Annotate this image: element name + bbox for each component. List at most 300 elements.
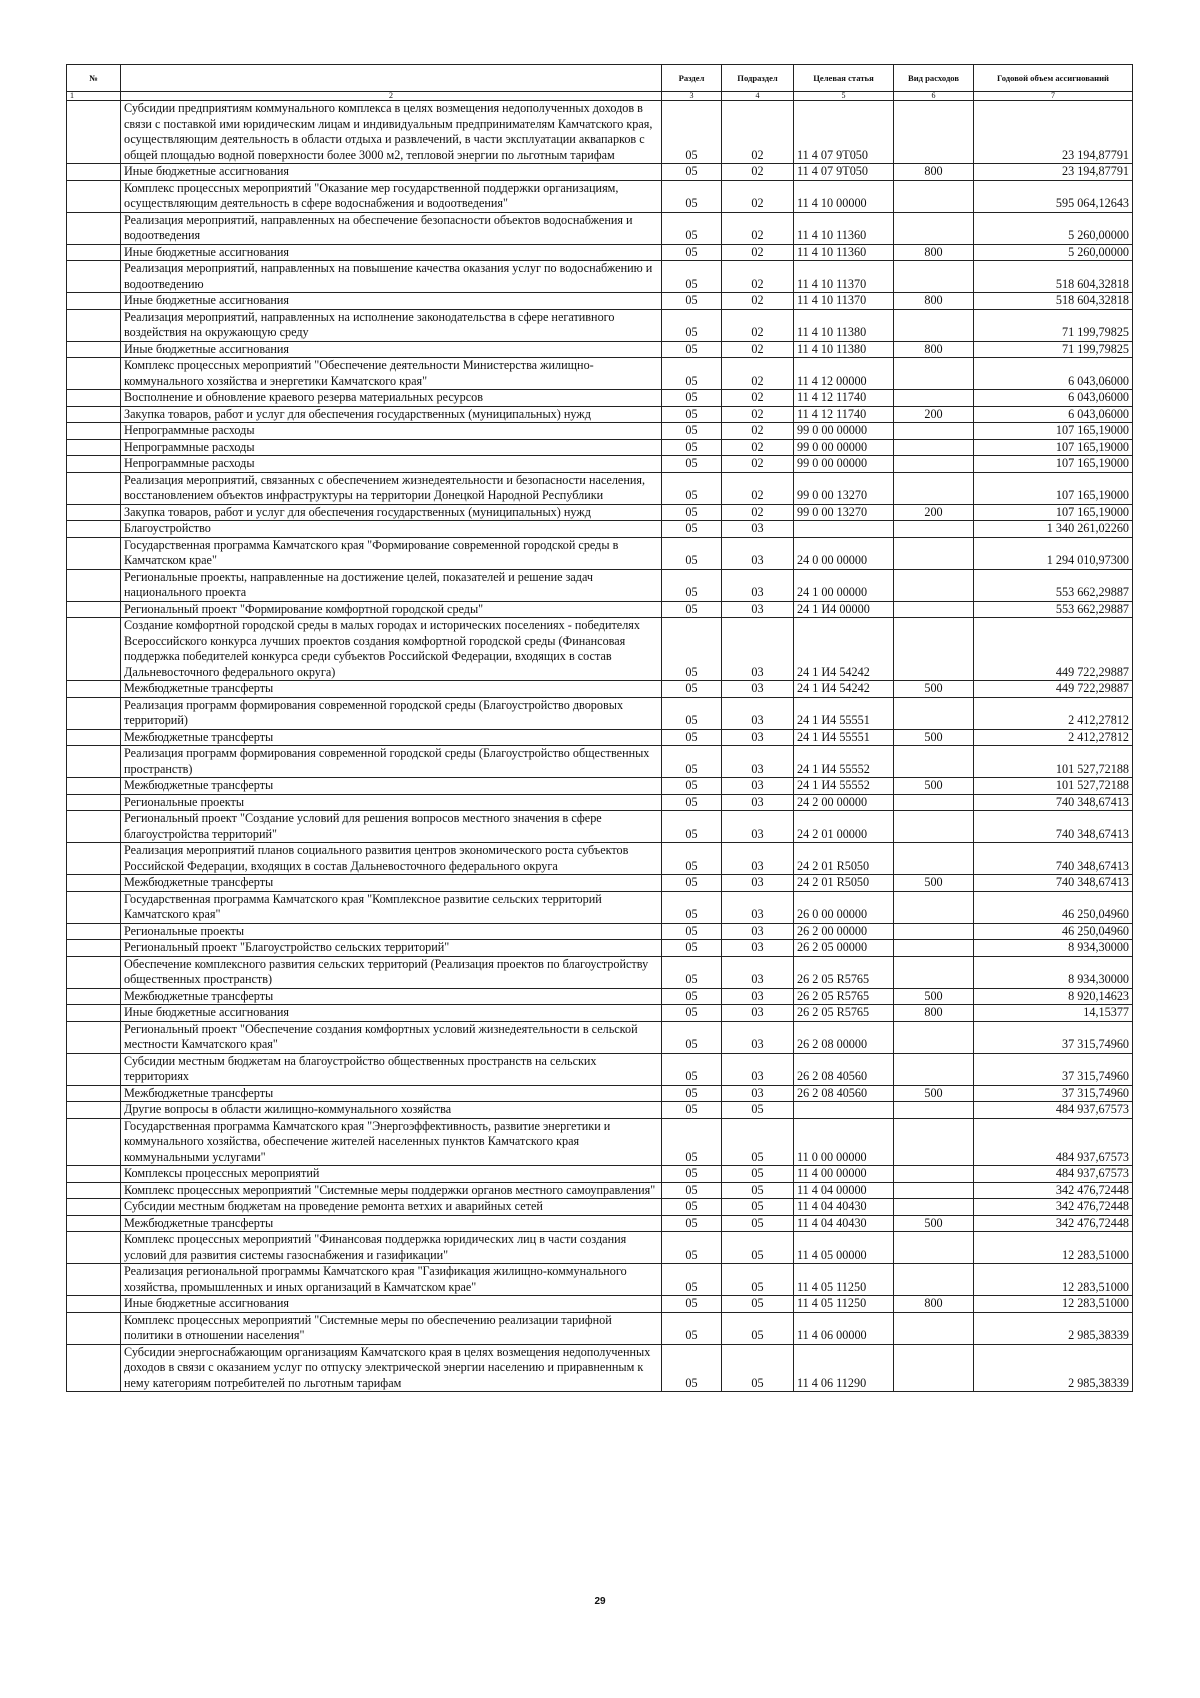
row-name-cell: Иные бюджетные ассигнования — [121, 293, 662, 310]
row-num-cell — [67, 1312, 121, 1344]
header-number-1: 1 — [67, 92, 121, 101]
row-subsection-cell: 03 — [722, 988, 794, 1005]
row-num-cell — [67, 423, 121, 440]
row-name-cell: Иные бюджетные ассигнования — [121, 244, 662, 261]
row-type-cell — [894, 601, 974, 618]
row-type-cell — [894, 794, 974, 811]
row-type-cell: 800 — [894, 1005, 974, 1022]
row-amount-cell: 342 476,72448 — [974, 1199, 1133, 1216]
row-type-cell — [894, 439, 974, 456]
row-target-cell: 11 4 07 9Т050 — [794, 164, 894, 181]
row-section-cell: 05 — [662, 746, 722, 778]
table-row — [67, 472, 1133, 504]
row-subsection-cell: 02 — [722, 309, 794, 341]
table-row — [67, 439, 1133, 456]
row-name-cell: Государственная программа Камчатского края "Формирование современной городской среды в Камчатском крае" — [121, 537, 662, 569]
row-section-cell: 05 — [662, 1199, 722, 1216]
row-section-cell: 05 — [662, 537, 722, 569]
row-target-cell: 11 4 04 00000 — [794, 1182, 894, 1199]
row-name-cell: Региональный проект "Благоустройство сельских территорий" — [121, 940, 662, 957]
row-amount-cell: 101 527,72188 — [974, 746, 1133, 778]
row-num-cell — [67, 923, 121, 940]
row-type-cell: 500 — [894, 681, 974, 698]
row-subsection-cell: 02 — [722, 261, 794, 293]
row-num-cell — [67, 406, 121, 423]
row-type-cell — [894, 923, 974, 940]
row-amount-cell: 518 604,32818 — [974, 293, 1133, 310]
row-target-cell: 11 4 10 00000 — [794, 180, 894, 212]
row-type-cell — [894, 697, 974, 729]
row-num-cell — [67, 618, 121, 681]
row-amount-cell: 46 250,04960 — [974, 923, 1133, 940]
row-target-cell: 11 4 05 11250 — [794, 1296, 894, 1313]
row-section-cell: 05 — [662, 891, 722, 923]
header-number-4: 4 — [722, 92, 794, 101]
row-section-cell: 05 — [662, 875, 722, 892]
row-target-cell: 24 1 И4 55551 — [794, 697, 894, 729]
row-subsection-cell: 03 — [722, 746, 794, 778]
row-name-cell: Закупка товаров, работ и услуг для обеспечения государственных (муниципальных) нужд — [121, 504, 662, 521]
row-amount-cell: 2 412,27812 — [974, 697, 1133, 729]
row-amount-cell: 553 662,29887 — [974, 569, 1133, 601]
row-target-cell: 24 0 00 00000 — [794, 537, 894, 569]
row-name-cell: Региональные проекты, направленные на достижение целей, показателей и решение задач национального проекта — [121, 569, 662, 601]
row-num-cell — [67, 843, 121, 875]
row-num-cell — [67, 1232, 121, 1264]
row-section-cell: 05 — [662, 439, 722, 456]
row-amount-cell: 484 937,67573 — [974, 1102, 1133, 1119]
row-section-cell: 05 — [662, 101, 722, 164]
row-amount-cell: 71 199,79825 — [974, 341, 1133, 358]
row-subsection-cell: 02 — [722, 439, 794, 456]
row-section-cell: 05 — [662, 423, 722, 440]
row-amount-cell: 37 315,74960 — [974, 1053, 1133, 1085]
table-row — [67, 1215, 1133, 1232]
row-subsection-cell: 02 — [722, 456, 794, 473]
row-type-cell — [894, 261, 974, 293]
header-num: № — [67, 65, 121, 92]
row-section-cell: 05 — [662, 569, 722, 601]
row-num-cell — [67, 988, 121, 1005]
row-name-cell: Комплексы процессных мероприятий — [121, 1166, 662, 1183]
row-name-cell: Региональный проект "Обеспечение создания комфортных условий жизнедеятельности в сельской местности Камчатского края" — [121, 1021, 662, 1053]
row-amount-cell: 1 340 261,02260 — [974, 521, 1133, 538]
budget-allocations-table — [66, 64, 1133, 1392]
table-row — [67, 456, 1133, 473]
row-amount-cell: 740 348,67413 — [974, 811, 1133, 843]
row-amount-cell: 46 250,04960 — [974, 891, 1133, 923]
row-target-cell: 11 4 00 00000 — [794, 1166, 894, 1183]
table-row — [67, 618, 1133, 681]
header-number-2: 2 — [121, 92, 662, 101]
row-num-cell — [67, 1296, 121, 1313]
row-num-cell — [67, 1021, 121, 1053]
row-target-cell: 24 1 И4 55551 — [794, 729, 894, 746]
row-section-cell: 05 — [662, 1215, 722, 1232]
row-subsection-cell: 02 — [722, 212, 794, 244]
row-name-cell: Комплекс процессных мероприятий "Оказание мер государственной поддержки организациям, осуществляющим деятельность в сфере водоснабжения и водоотведения" — [121, 180, 662, 212]
header-number-5: 5 — [794, 92, 894, 101]
table-row — [67, 956, 1133, 988]
row-subsection-cell: 05 — [722, 1215, 794, 1232]
row-subsection-cell: 02 — [722, 341, 794, 358]
header-name — [121, 65, 662, 92]
row-section-cell: 05 — [662, 456, 722, 473]
row-target-cell: 24 1 00 00000 — [794, 569, 894, 601]
row-subsection-cell: 05 — [722, 1102, 794, 1119]
row-type-cell — [894, 746, 974, 778]
row-subsection-cell: 03 — [722, 681, 794, 698]
row-amount-cell: 12 283,51000 — [974, 1232, 1133, 1264]
row-type-cell — [894, 956, 974, 988]
table-row — [67, 697, 1133, 729]
row-name-cell: Иные бюджетные ассигнования — [121, 341, 662, 358]
row-section-cell: 05 — [662, 293, 722, 310]
row-target-cell: 24 2 01 R5050 — [794, 843, 894, 875]
row-type-cell — [894, 1021, 974, 1053]
row-name-cell: Обеспечение комплексного развития сельских территорий (Реализация проектов по благоустройству общественных пространств) — [121, 956, 662, 988]
row-num-cell — [67, 940, 121, 957]
row-name-cell: Восполнение и обновление краевого резерва материальных ресурсов — [121, 390, 662, 407]
table-row — [67, 601, 1133, 618]
row-name-cell: Межбюджетные трансферты — [121, 988, 662, 1005]
row-amount-cell: 5 260,00000 — [974, 244, 1133, 261]
row-name-cell: Создание комфортной городской среды в малых городах и исторических поселениях - победителях Всероссийского конкурса лучших проектов создания комфортной городской среды (Финансовая поддержка победителей конкурса среди субъектов Российской Федерации, входящих в состав Дальневосточного федерального округа) — [121, 618, 662, 681]
table-row — [67, 1021, 1133, 1053]
row-subsection-cell: 03 — [722, 569, 794, 601]
row-section-cell: 05 — [662, 1005, 722, 1022]
row-num-cell — [67, 439, 121, 456]
row-name-cell: Реализация программ формирования современной городской среды (Благоустройство общественных пространств) — [121, 746, 662, 778]
row-amount-cell: 71 199,79825 — [974, 309, 1133, 341]
table-row — [67, 244, 1133, 261]
row-amount-cell: 107 165,19000 — [974, 456, 1133, 473]
table-row — [67, 1232, 1133, 1264]
table-header — [67, 65, 1133, 101]
row-subsection-cell: 03 — [722, 697, 794, 729]
row-target-cell: 26 2 05 R5765 — [794, 988, 894, 1005]
row-type-cell — [894, 472, 974, 504]
row-amount-cell: 107 165,19000 — [974, 439, 1133, 456]
row-num-cell — [67, 778, 121, 795]
row-target-cell: 26 2 05 00000 — [794, 940, 894, 957]
header-number-3: 3 — [662, 92, 722, 101]
header-section: Раздел — [662, 65, 722, 92]
row-type-cell: 800 — [894, 1296, 974, 1313]
row-num-cell — [67, 1118, 121, 1166]
row-name-cell: Реализация мероприятий, направленных на повышение качества оказания услуг по водоснабжению и водоотведению — [121, 261, 662, 293]
page-number: 29 — [594, 1596, 606, 1607]
row-name-cell: Субсидии предприятиям коммунального комплекса в целях возмещения недополученных доходов в связи с поставкой ими юридическим лицам и индивидуальным предпринимателям Камчатского края, осуществляющим деятельность в области отдыха и развлечений, в части эксплуатации аквапарков с общей площадью водной поверхности более 3000 м2, тепловой энергии по льготным тарифам — [121, 101, 662, 164]
row-subsection-cell: 03 — [722, 794, 794, 811]
row-section-cell: 05 — [662, 1182, 722, 1199]
table-row — [67, 1312, 1133, 1344]
table-row — [67, 1102, 1133, 1119]
table-row — [67, 1182, 1133, 1199]
row-subsection-cell: 02 — [722, 472, 794, 504]
row-amount-cell: 101 527,72188 — [974, 778, 1133, 795]
row-section-cell: 05 — [662, 472, 722, 504]
header-subsection: Подраздел — [722, 65, 794, 92]
row-target-cell: 11 4 10 11360 — [794, 212, 894, 244]
row-section-cell: 05 — [662, 309, 722, 341]
row-section-cell: 05 — [662, 811, 722, 843]
row-section-cell: 05 — [662, 212, 722, 244]
row-section-cell: 05 — [662, 504, 722, 521]
row-type-cell — [894, 1053, 974, 1085]
row-subsection-cell: 05 — [722, 1264, 794, 1296]
table-row — [67, 390, 1133, 407]
row-num-cell — [67, 1005, 121, 1022]
row-name-cell: Субсидии местным бюджетам на проведение ремонта ветхих и аварийных сетей — [121, 1199, 662, 1216]
header-numbers-row — [67, 92, 1133, 101]
row-name-cell: Реализация региональной программы Камчатского края "Газификация жилищно-коммунального хозяйства, промышленных и иных организаций в Камчатском крае" — [121, 1264, 662, 1296]
row-name-cell: Региональные проекты — [121, 923, 662, 940]
row-subsection-cell: 02 — [722, 293, 794, 310]
row-target-cell: 26 2 00 00000 — [794, 923, 894, 940]
row-amount-cell: 23 194,87791 — [974, 101, 1133, 164]
row-subsection-cell: 03 — [722, 956, 794, 988]
row-type-cell: 800 — [894, 293, 974, 310]
row-subsection-cell: 05 — [722, 1182, 794, 1199]
row-num-cell — [67, 1344, 121, 1392]
row-target-cell: 26 2 05 R5765 — [794, 1005, 894, 1022]
row-target-cell: 26 2 05 R5765 — [794, 956, 894, 988]
row-num-cell — [67, 180, 121, 212]
row-section-cell: 05 — [662, 618, 722, 681]
row-type-cell — [894, 569, 974, 601]
row-name-cell: Региональный проект "Формирование комфортной городской среды" — [121, 601, 662, 618]
row-section-cell: 05 — [662, 1344, 722, 1392]
row-target-cell: 24 2 00 00000 — [794, 794, 894, 811]
row-name-cell: Непрограммные расходы — [121, 456, 662, 473]
row-name-cell: Иные бюджетные ассигнования — [121, 1005, 662, 1022]
row-type-cell: 500 — [894, 1085, 974, 1102]
row-num-cell — [67, 521, 121, 538]
row-section-cell: 05 — [662, 956, 722, 988]
row-target-cell: 11 4 04 40430 — [794, 1215, 894, 1232]
table-row — [67, 1264, 1133, 1296]
table-row — [67, 923, 1133, 940]
row-name-cell: Реализация мероприятий, направленных на исполнение законодательства в сфере негативного воздействия на окружающую среду — [121, 309, 662, 341]
row-target-cell: 24 1 И4 55552 — [794, 778, 894, 795]
row-num-cell — [67, 875, 121, 892]
row-num-cell — [67, 537, 121, 569]
row-num-cell — [67, 456, 121, 473]
table-row — [67, 778, 1133, 795]
row-name-cell: Межбюджетные трансферты — [121, 875, 662, 892]
table-row — [67, 164, 1133, 181]
row-num-cell — [67, 697, 121, 729]
row-name-cell: Государственная программа Камчатского края "Энергоэффективность, развитие энергетики и коммунального хозяйства, обеспечение жителей населенных пунктов Камчатского края коммунальными услугами" — [121, 1118, 662, 1166]
row-subsection-cell: 03 — [722, 778, 794, 795]
row-type-cell: 500 — [894, 729, 974, 746]
row-section-cell: 05 — [662, 1264, 722, 1296]
row-target-cell: 11 4 12 11740 — [794, 406, 894, 423]
row-type-cell: 800 — [894, 164, 974, 181]
row-amount-cell: 484 937,67573 — [974, 1118, 1133, 1166]
row-type-cell — [894, 1118, 974, 1166]
row-type-cell — [894, 1264, 974, 1296]
table-row — [67, 1166, 1133, 1183]
row-type-cell — [894, 1102, 974, 1119]
row-target-cell: 11 4 05 00000 — [794, 1232, 894, 1264]
row-section-cell: 05 — [662, 341, 722, 358]
table-row — [67, 180, 1133, 212]
row-target-cell: 99 0 00 13270 — [794, 504, 894, 521]
row-type-cell — [894, 891, 974, 923]
row-num-cell — [67, 1102, 121, 1119]
row-section-cell: 05 — [662, 180, 722, 212]
table-row — [67, 212, 1133, 244]
row-type-cell — [894, 423, 974, 440]
table-row — [67, 293, 1133, 310]
row-subsection-cell: 03 — [722, 875, 794, 892]
table-row — [67, 1053, 1133, 1085]
row-section-cell: 05 — [662, 1296, 722, 1313]
row-subsection-cell: 05 — [722, 1232, 794, 1264]
row-num-cell — [67, 309, 121, 341]
row-num-cell — [67, 746, 121, 778]
row-type-cell: 200 — [894, 406, 974, 423]
row-target-cell: 24 1 И4 55552 — [794, 746, 894, 778]
row-section-cell: 05 — [662, 1232, 722, 1264]
row-subsection-cell: 03 — [722, 601, 794, 618]
row-target-cell: 99 0 00 13270 — [794, 472, 894, 504]
header-number-7: 7 — [974, 92, 1133, 101]
table-row — [67, 875, 1133, 892]
row-name-cell: Комплекс процессных мероприятий "Системные меры по обеспечению реализации тарифной политики в отношении населения" — [121, 1312, 662, 1344]
row-section-cell: 05 — [662, 406, 722, 423]
row-type-cell — [894, 1232, 974, 1264]
row-num-cell — [67, 164, 121, 181]
row-section-cell: 05 — [662, 390, 722, 407]
row-name-cell: Региональные проекты — [121, 794, 662, 811]
table-row — [67, 537, 1133, 569]
row-type-cell: 800 — [894, 341, 974, 358]
row-type-cell — [894, 618, 974, 681]
row-amount-cell: 8 920,14623 — [974, 988, 1133, 1005]
row-amount-cell: 8 934,30000 — [974, 940, 1133, 957]
row-section-cell: 05 — [662, 843, 722, 875]
row-name-cell: Реализация мероприятий планов социального развития центров экономического роста субъектов Российской Федерации, входящих в состав Дальневосточного федерального округа — [121, 843, 662, 875]
row-subsection-cell: 02 — [722, 358, 794, 390]
row-name-cell: Комплекс процессных мероприятий "Финансовая поддержка юридических лиц в части создания условий для развития системы газоснабжения и газификации" — [121, 1232, 662, 1264]
row-type-cell: 200 — [894, 504, 974, 521]
row-type-cell — [894, 843, 974, 875]
row-amount-cell: 12 283,51000 — [974, 1264, 1133, 1296]
row-name-cell: Субсидии местным бюджетам на благоустройство общественных пространств на сельских территориях — [121, 1053, 662, 1085]
row-name-cell: Комплекс процессных мероприятий "Обеспечение деятельности Министерства жилищно-коммунального хозяйства и энергетики Камчатского края" — [121, 358, 662, 390]
row-amount-cell: 6 043,06000 — [974, 390, 1133, 407]
row-section-cell: 05 — [662, 164, 722, 181]
row-subsection-cell: 02 — [722, 423, 794, 440]
row-subsection-cell: 02 — [722, 180, 794, 212]
row-target-cell: 11 4 07 9Т050 — [794, 101, 894, 164]
row-type-cell — [894, 1344, 974, 1392]
row-amount-cell: 23 194,87791 — [974, 164, 1133, 181]
row-name-cell: Межбюджетные трансферты — [121, 1215, 662, 1232]
row-subsection-cell: 05 — [722, 1296, 794, 1313]
row-target-cell: 11 4 10 11380 — [794, 309, 894, 341]
row-type-cell: 500 — [894, 988, 974, 1005]
row-name-cell: Межбюджетные трансферты — [121, 681, 662, 698]
row-target-cell: 11 4 06 11290 — [794, 1344, 894, 1392]
row-num-cell — [67, 504, 121, 521]
table-row — [67, 309, 1133, 341]
row-num-cell — [67, 261, 121, 293]
row-subsection-cell: 03 — [722, 521, 794, 538]
row-type-cell — [894, 537, 974, 569]
row-num-cell — [67, 244, 121, 261]
row-amount-cell: 740 348,67413 — [974, 794, 1133, 811]
row-target-cell: 26 2 08 00000 — [794, 1021, 894, 1053]
row-name-cell: Межбюджетные трансферты — [121, 1085, 662, 1102]
table-row — [67, 358, 1133, 390]
header-row — [67, 65, 1133, 92]
row-target-cell — [794, 521, 894, 538]
row-section-cell: 05 — [662, 261, 722, 293]
row-type-cell — [894, 811, 974, 843]
row-target-cell: 24 1 И4 54242 — [794, 681, 894, 698]
row-amount-cell: 6 043,06000 — [974, 406, 1133, 423]
table-row — [67, 1005, 1133, 1022]
row-subsection-cell: 03 — [722, 1085, 794, 1102]
row-num-cell — [67, 341, 121, 358]
row-name-cell: Реализация программ формирования современной городской среды (Благоустройство дворовых территорий) — [121, 697, 662, 729]
row-amount-cell: 1 294 010,97300 — [974, 537, 1133, 569]
row-target-cell — [794, 1102, 894, 1119]
table-row — [67, 811, 1133, 843]
row-section-cell: 05 — [662, 940, 722, 957]
row-type-cell: 500 — [894, 778, 974, 795]
row-type-cell — [894, 940, 974, 957]
row-target-cell: 11 4 10 11370 — [794, 293, 894, 310]
table-row — [67, 504, 1133, 521]
row-type-cell: 500 — [894, 1215, 974, 1232]
row-subsection-cell: 03 — [722, 537, 794, 569]
row-amount-cell: 107 165,19000 — [974, 423, 1133, 440]
row-section-cell: 05 — [662, 244, 722, 261]
row-section-cell: 05 — [662, 1021, 722, 1053]
row-num-cell — [67, 891, 121, 923]
row-subsection-cell: 03 — [722, 891, 794, 923]
row-type-cell — [894, 1166, 974, 1183]
table-row — [67, 940, 1133, 957]
table-row — [67, 794, 1133, 811]
row-target-cell: 26 2 08 40560 — [794, 1053, 894, 1085]
table-row — [67, 746, 1133, 778]
row-subsection-cell: 03 — [722, 618, 794, 681]
row-num-cell — [67, 1182, 121, 1199]
row-amount-cell: 553 662,29887 — [974, 601, 1133, 618]
row-type-cell — [894, 180, 974, 212]
row-target-cell: 11 4 05 11250 — [794, 1264, 894, 1296]
row-name-cell: Иные бюджетные ассигнования — [121, 1296, 662, 1313]
row-num-cell — [67, 358, 121, 390]
header-amount: Годовой объем ассигнований — [974, 65, 1133, 92]
header-number-6: 6 — [894, 92, 974, 101]
row-name-cell: Государственная программа Камчатского края "Комплексное развитие сельских территорий Камчатского края" — [121, 891, 662, 923]
row-amount-cell: 6 043,06000 — [974, 358, 1133, 390]
row-name-cell: Комплекс процессных мероприятий "Системные меры поддержки органов местного самоуправления" — [121, 1182, 662, 1199]
row-amount-cell: 107 165,19000 — [974, 504, 1133, 521]
table-row — [67, 341, 1133, 358]
row-target-cell: 99 0 00 00000 — [794, 456, 894, 473]
row-section-cell: 05 — [662, 988, 722, 1005]
table-row — [67, 406, 1133, 423]
row-num-cell — [67, 811, 121, 843]
